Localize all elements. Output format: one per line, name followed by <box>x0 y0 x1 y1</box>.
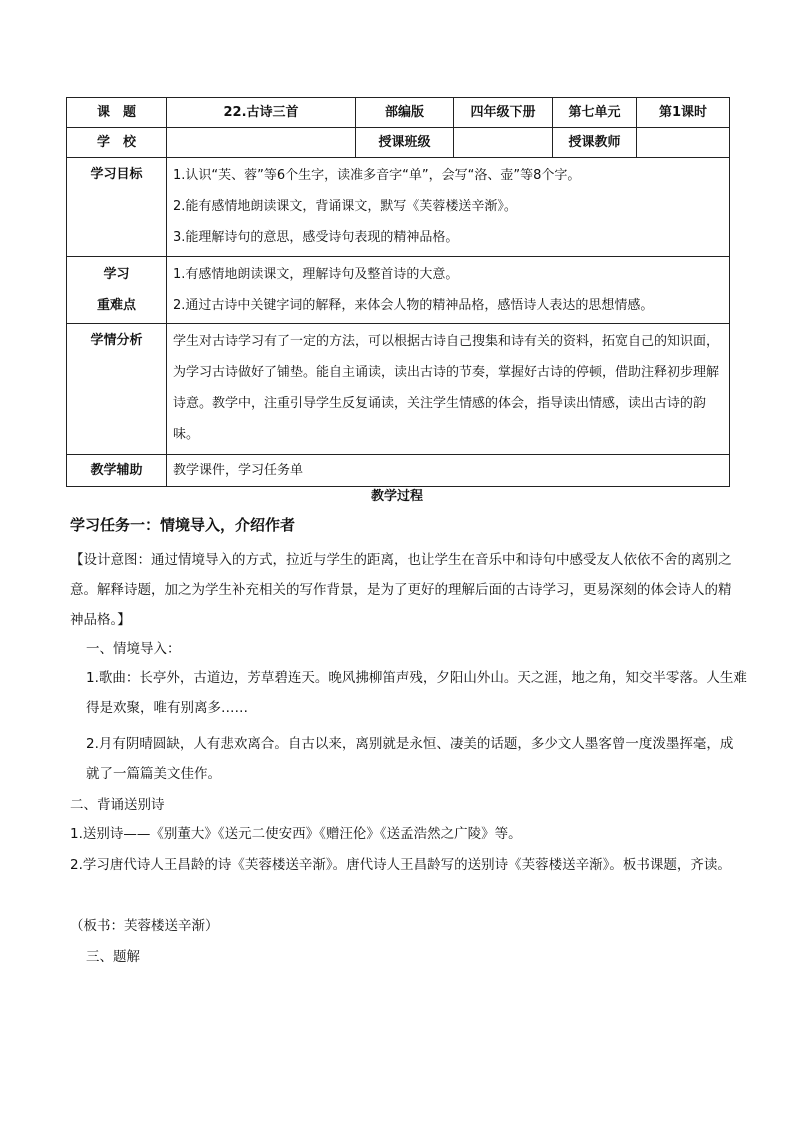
design-intent: 【设计意图：通过情境导入的方式，拉近与学生的距离，也让学生在音乐中和诗句中感受友人依依不舍的离别之意。解释诗题，加之为学生补充相关的写作背景，是为了更好的理解后面的古诗学习，更易深刻的体会诗人的精神品格。】 <box>70 552 732 628</box>
goal-item: 3.能理解诗句的意思，感受诗句表现的精神品格。 <box>173 230 459 245</box>
goal-item: 1.认识“芙、蓉”等6个生字，读准多音字“单”，会写“洛、壶”等8个字。 <box>173 168 581 183</box>
section2-item2: 2.学习唐代诗人王昌龄的诗《芙蓉楼送辛渐》。唐代诗人王昌龄写的送别诗《芙蓉楼送辛渐》。板书课题，齐读。 <box>70 857 731 873</box>
aid-label: 教学辅助 <box>67 455 167 487</box>
grade-volume: 四年级下册 <box>454 98 553 128</box>
teacher-value <box>637 128 730 158</box>
class-label: 授课班级 <box>356 128 454 158</box>
goals-label: 学习目标 <box>67 158 167 257</box>
analysis-cell <box>167 324 730 455</box>
table-row <box>67 455 730 487</box>
key-point-item: 1.有感情地朗读课文，理解诗句及整首诗的大意。 <box>173 267 459 282</box>
table-row <box>67 128 730 158</box>
class-value <box>454 128 553 158</box>
section2-item1: 1.送别诗——《别董大》《送元二使安西》《赠汪伦》《送孟浩然之广陵》等。 <box>70 826 522 842</box>
unit: 第七单元 <box>553 98 637 128</box>
key-points-cell <box>167 257 730 324</box>
subject-label: 课 题 <box>67 98 167 128</box>
school-value <box>167 128 356 158</box>
analysis-label: 学情分析 <box>67 324 167 455</box>
section3-title: 三、题解 <box>86 949 140 965</box>
table-row <box>67 324 730 455</box>
board-note: （板书：芙蓉楼送辛渐） <box>70 918 219 934</box>
lesson-title: 22.古诗三首 <box>167 98 356 128</box>
section1-item1: 1.歌曲：长亭外，古道边，芳草碧连天。晚风拂柳笛声残，夕阳山外山。天之涯，地之角，知交半零落。人生难得是欢聚，唯有别离多…… <box>86 670 747 716</box>
section1-item2: 2.月有阴晴圆缺，人有悲欢离合。自古以来，离别就是永恒、凄美的话题，多少文人墨客曾一度泼墨挥毫，成就了一篇篇美文佳作。 <box>86 736 734 782</box>
key-points-label-1: 学习 <box>103 267 130 282</box>
table-row <box>67 158 730 257</box>
key-points-label-cell <box>67 257 167 324</box>
section1-title: 一、情境导入： <box>86 641 181 657</box>
lesson-period: 第1课时 <box>637 98 730 128</box>
table-row <box>67 257 730 324</box>
aid-value: 教学课件，学习任务单 <box>167 455 730 487</box>
task1-title: 学习任务一：情境导入，介绍作者 <box>70 516 296 534</box>
edition: 部编版 <box>356 98 454 128</box>
key-points-label-2: 重难点 <box>96 298 136 313</box>
goals-cell <box>167 158 730 257</box>
teacher-label: 授课教师 <box>553 128 637 158</box>
process-title: 教学过程 <box>370 489 423 504</box>
lesson-info-table <box>66 97 730 487</box>
key-point-item: 2.通过古诗中关键字词的解释，来体会人物的精神品格，感悟诗人表达的思想情感。 <box>173 298 654 313</box>
analysis-text: 学生对古诗学习有了一定的方法，可以根据古诗自己搜集和诗有关的资料，拓宽自己的知识面，为学习古诗做好了铺垫。能自主诵读，读出古诗的节奏，掌握好古诗的停顿，借助注释初步理解诗意。教学中，注重引导学生反复诵读，关注学生情感的体会，指导读出情感，读出古诗的韵味。 <box>173 334 720 442</box>
school-label: 学 校 <box>67 128 167 158</box>
goal-item: 2.能有感情地朗读课文，背诵课文，默写《芙蓉楼送辛渐》。 <box>173 199 517 214</box>
section2-title: 二、背诵送别诗 <box>70 797 165 813</box>
table-row <box>67 98 730 128</box>
